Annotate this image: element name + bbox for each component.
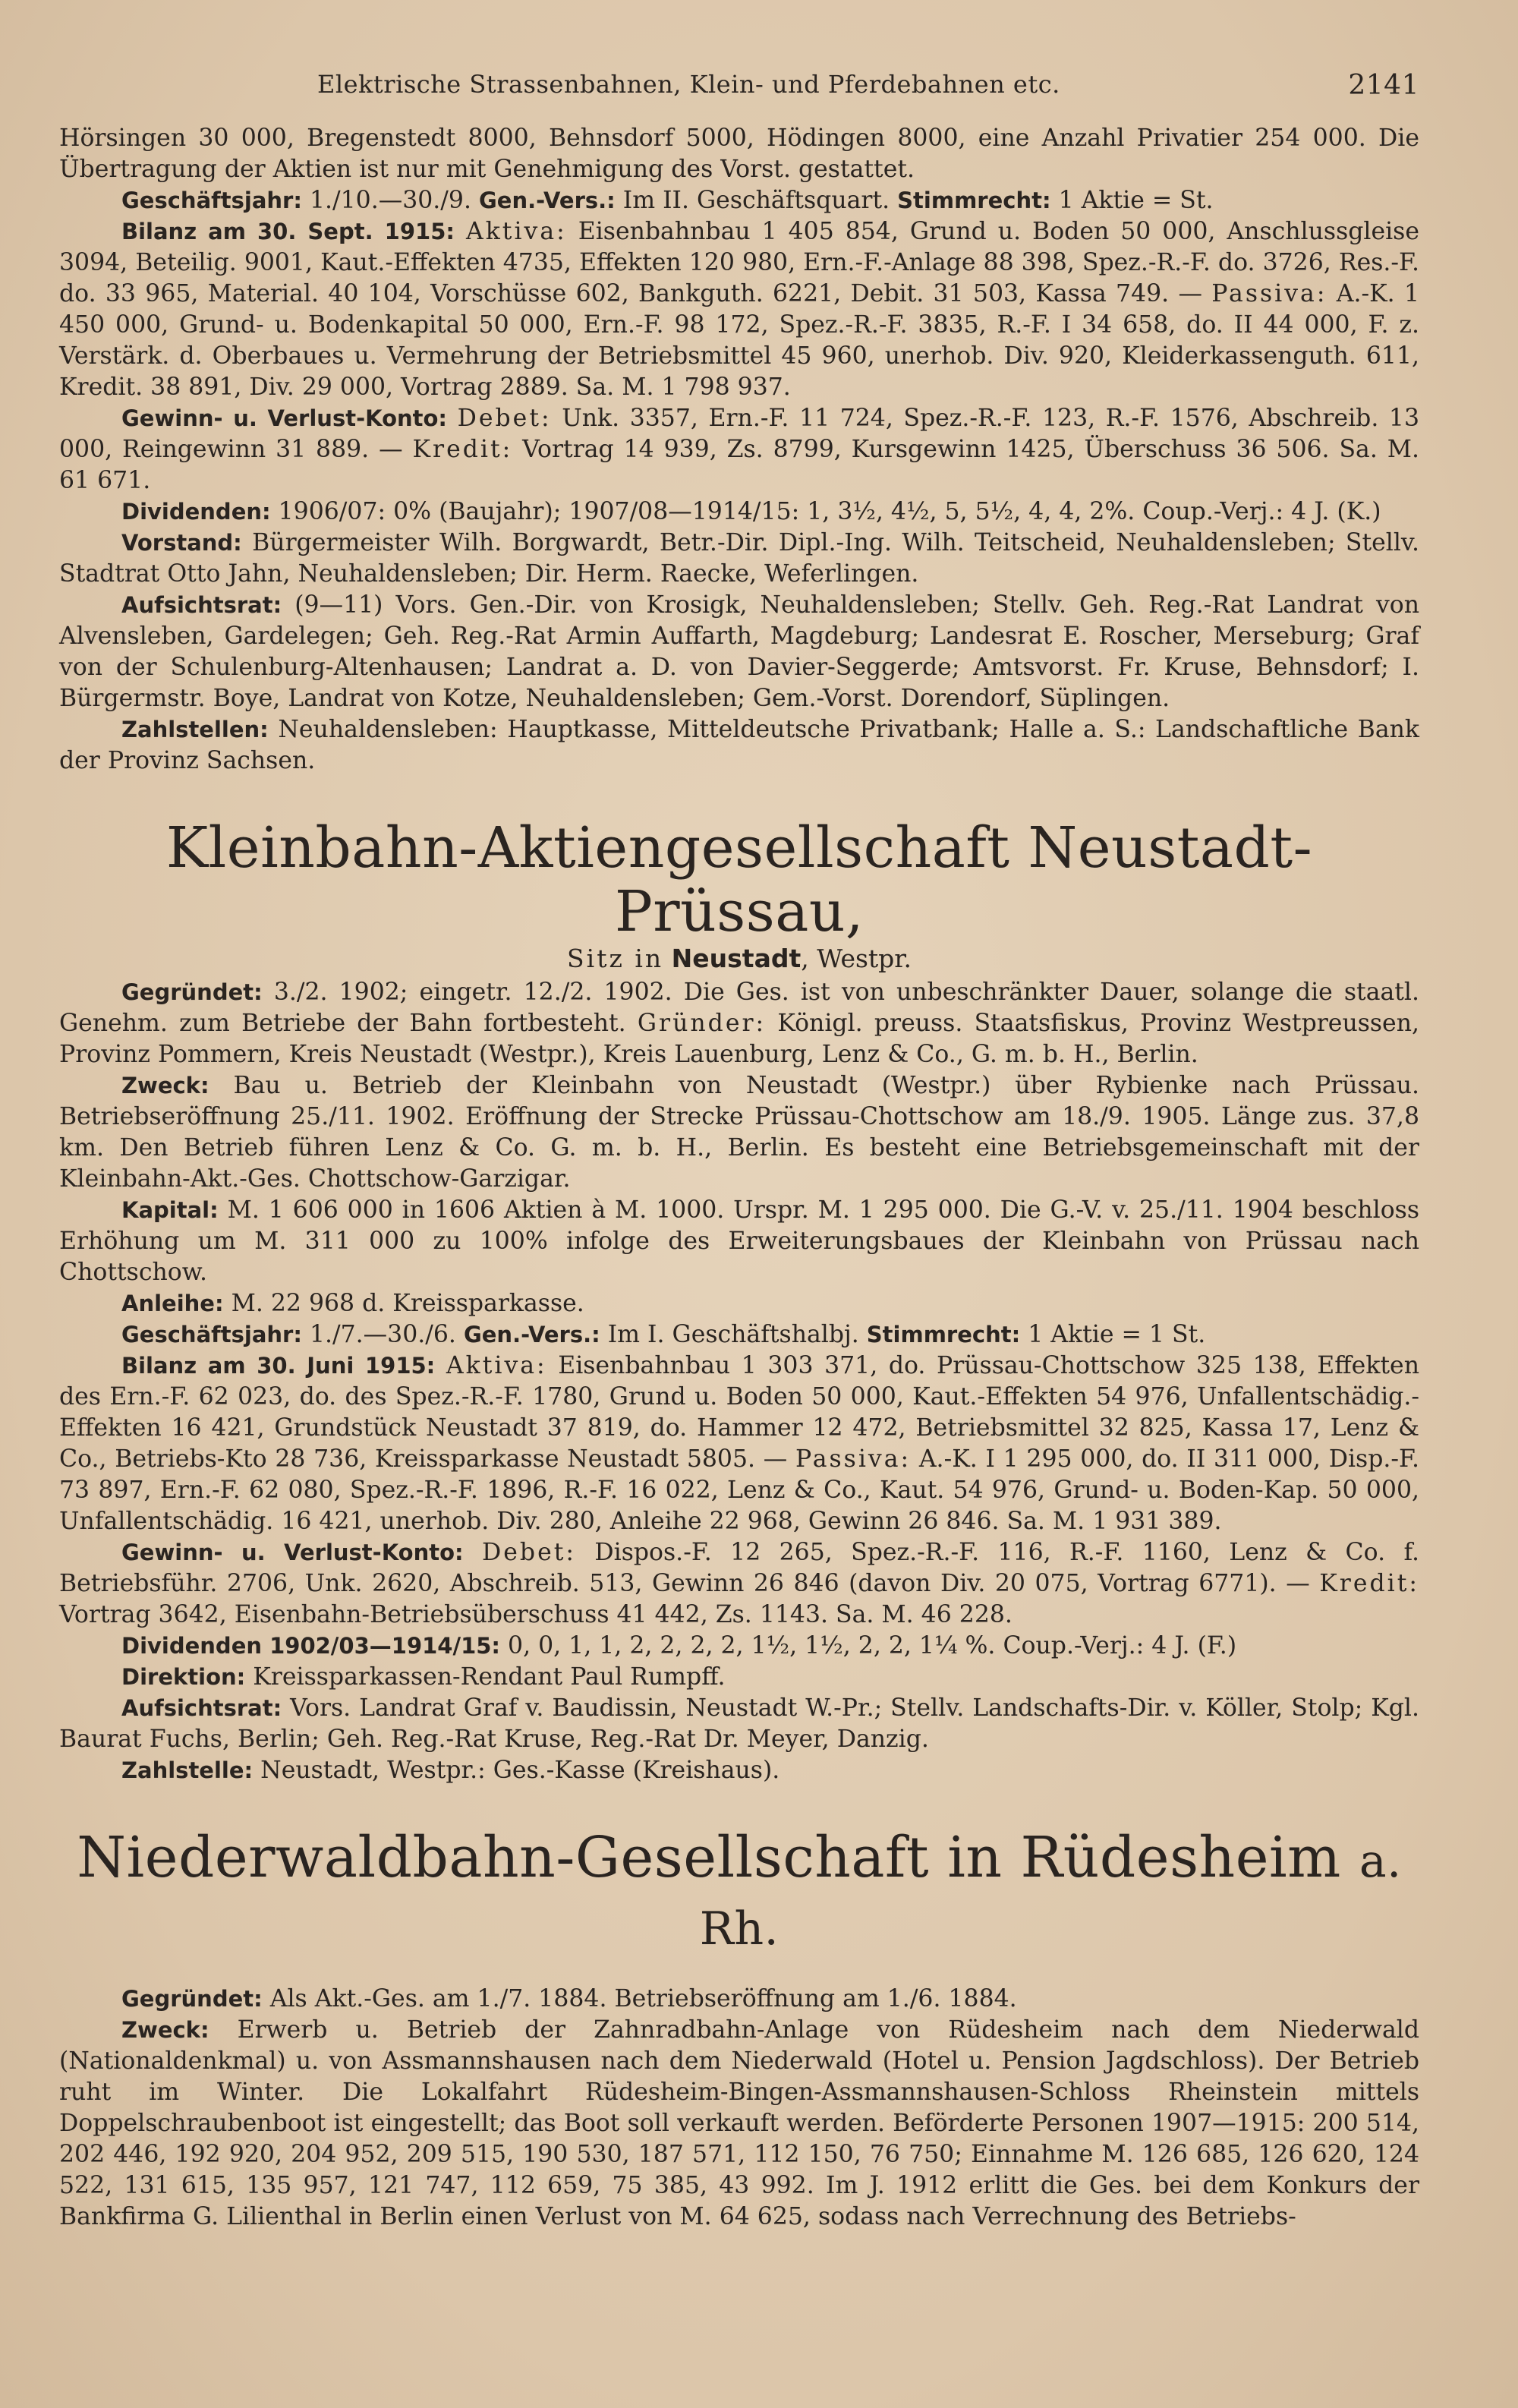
vorstand-paragraph (59, 528, 1419, 590)
zweck-label: Zweck: (121, 1073, 209, 1098)
dividenden-text: 0, 0, 1, 1, 2, 2, 2, 2, 1½, 1½, 2, 2, 1¼ %. Coup.-Verj.: 4 J. (F.) (508, 1632, 1237, 1659)
section-heading: Kleinbahn-Aktiengesellschaft Neustadt-Prüssau, (165, 815, 1313, 944)
dividenden-paragraph (59, 1631, 1419, 1662)
aufsichtsrat-label: Aufsichtsrat: (121, 592, 282, 618)
geschaeftsjahr-paragraph (59, 185, 1419, 216)
direktion-paragraph (59, 1662, 1419, 1693)
zahlstelle-paragraph (59, 1755, 1419, 1786)
passiva-label: Passiva: (1211, 280, 1327, 307)
spacer (59, 1961, 1419, 1984)
aktiva-text: Eisenbahnbau 1 405 854, Grund u. Boden 50 000, Anschlussgleise 3094, Beteilig. 9001, Kaut.-Effekten 4735, Effekten 120 980, Ern.-F.-Anlage 88 398, Spez.-R.-F. do. 3726, Res.-F. do. 33 965, Material. 40 104, Vorschüsse 602, Bankguth. 6221, Debit. 31 503, Kassa 749. — (59, 218, 1419, 307)
passiva-text: A.-K. I 1 295 000, do. II 311 000, Disp.-F. 73 897, Ern.-F. 62 080, Spez.-R.-F. 1896, R.-F. 16 022, Lenz & Co., Kaut. 54 976, Grund- u. Boden-Kap. 50 000, Unfallentschädig. 16 421, unerhob. Div. 280, Anleihe 22 968, Gewinn 26 846. Sa. M. 1 931 389. (59, 1445, 1419, 1535)
gegruendet-paragraph (59, 1984, 1419, 2015)
stimmrecht-label: Stimmrecht: (866, 1322, 1021, 1347)
kredit-text: Vortrag 3642, Eisenbahn-Betriebsüberschuss 41 442, Zs. 1143. Sa. M. 46 228. (59, 1601, 1013, 1628)
gegruendet-text: 3./2. 1902; eingetr. 12./2. 1902. Die Ges. ist von unbeschränkter Dauer, solange die staatl. Genehm. zum Betriebe der Bahn fortbesteht. (59, 979, 1420, 1037)
page-number: 2141 (1348, 70, 1419, 101)
aktiva-label: Aktiva: (446, 1352, 547, 1379)
genvers-text: Im I. Geschäftshalbj. (607, 1321, 859, 1348)
zahlstelle-text: Neustadt, Westpr.: Ges.-Kasse (Kreishaus). (260, 1757, 780, 1784)
aufsichtsrat-paragraph (59, 1693, 1419, 1755)
direktion-label: Direktion: (121, 1664, 246, 1690)
debet-text: Dispos.-F. 12 265, Spez.-R.-F. 116, R.-F. 1160, Lenz & Co. f. Betriebsführ. 2706, Unk. 2620, Abschreib. 513, Gewinn 26 846 (davon Div. 20 075, Vortrag 6771). — (59, 1539, 1420, 1597)
direktion-text: Kreissparkassen-Rendant Paul Rumpff. (253, 1663, 726, 1691)
aufsichtsrat-label: Aufsichtsrat: (121, 1695, 282, 1721)
zahlstellen-label: Zahlstellen: (121, 717, 269, 742)
anleihe-label: Anleihe: (121, 1291, 224, 1316)
sitz-suffix: , Westpr. (801, 944, 912, 973)
sitz-city: Neustadt (671, 944, 802, 973)
gegruendet-label: Gegründet: (121, 979, 263, 1005)
guv-label: Gewinn- u. Verlust-Konto: (121, 1540, 464, 1565)
vorstand-label: Vorstand: (121, 530, 242, 556)
zweck-text: Erwerb u. Betrieb der Zahnradbahn-Anlage von Rüdesheim nach dem Niederwald (Nationaldenkmal) u. von Assmannshausen nach dem Niederwald (Hotel u. Pension Jagdschloss). Der Betrieb ruht im Winter. Die Lokalfahrt Rüdesheim-Bingen-Assmannshausen-Schloss Rheinstein mittels Doppelschraubenboot ist eingestellt; das Boot soll verkauft werden. Beförderte Personen 1907—1915: 200 514, 202 446, 192 920, 204 952, 209 515, 190 530, 187 571, 112 150, 76 750; Einnahme M. 126 685, 126 620, 124 522, 131 615, 135 957, 121 747, 112 659, 75 385, 43 992. Im J. 1912 erlitt die Ges. bei dem Konkurs der Bankfirma G. Lilienthal in Berlin einen Verlust von M. 64 625, sodass nach Verrechnung des Betriebs- (59, 2016, 1420, 2230)
kapital-paragraph (59, 1195, 1419, 1288)
zweck-label: Zweck: (121, 2017, 209, 2043)
aktiva-label: Aktiva: (465, 218, 567, 245)
debet-label: Debet: (482, 1539, 576, 1566)
running-head (59, 70, 1419, 123)
kredit-label: Kredit: (412, 436, 513, 463)
geschaeftsjahr-text: 1./10.—30./9. (309, 187, 471, 214)
zweck-paragraph (59, 1070, 1419, 1195)
dividenden-label: Dividenden 1902/03—1914/15: (121, 1633, 501, 1659)
bilanz-paragraph (59, 216, 1419, 403)
entry-neustadt-pruessau (59, 816, 1419, 1786)
zweck-text: Bau u. Betrieb der Kleinbahn von Neustadt (Westpr.) über Rybienke nach Prüssau. Betriebseröffnung 25./11. 1902. Eröffnung der Strecke Prüssau-Chottschow am 18./9. 1905. Länge zus. 37,8 km. Den Betrieb führen Lenz & Co. G. m. b. H., Berlin. Es besteht eine Betriebsgemeinschaft mit der Kleinbahn-Akt.-Ges. Chottschow-Garzigar. (59, 1072, 1419, 1193)
bilanz-label: Bilanz am 30. Sept. 1915: (121, 219, 455, 244)
gruender-text: Königl. preuss. Staatsfiskus, Provinz Westpreussen, Provinz Pommern, Kreis Neustadt (Westpr.), Kreis Lauenburg, Lenz & Co., G. m. b. H., Berlin. (59, 1010, 1420, 1068)
section-heading-main: Niederwaldbahn-Gesellschaft in Rüdesheim (77, 1825, 1341, 1890)
section-heading-suffix: a. Rh. (699, 1835, 1402, 1956)
stimmrecht-text: 1 Aktie = St. (1058, 187, 1214, 214)
guv-paragraph (59, 1537, 1419, 1631)
bilanz-paragraph (59, 1351, 1419, 1537)
passiva-text: A.-K. 1 450 000, Grund- u. Bodenkapital 50 000, Ern.-F. 98 172, Spez.-R.-F. 3835, R.-F. I 34 658, do. II 44 000, F. z. Verstärk. d. Oberbaues u. Vermehrung der Betriebsmittel 45 960, unerhob. Div. 920, Kleiderkassenguth. 611, Kredit. 38 891, Div. 29 000, Vortrag 2889. Sa. M. 1 798 937. (59, 280, 1420, 401)
dividenden-label: Dividenden: (121, 499, 271, 525)
running-head-title: Elektrische Strassenbahnen, Klein- und Pferdebahnen etc. (317, 70, 1060, 99)
dividenden-text: 1906/07: 0% (Baujahr); 1907/08—1914/15: 1, 3½, 4½, 5, 5½, 4, 4, 2%. Coup.-Verj.: 4 J. (K.) (278, 498, 1381, 525)
anleihe-paragraph (59, 1288, 1419, 1319)
entry-continuation (59, 123, 1419, 777)
geschaeftsjahr-text: 1./7.—30./6. (309, 1321, 456, 1348)
aufsichtsrat-text: (9—11) Vors. Gen.-Dir. von Krosigk, Neuhaldensleben; Stellv. Geh. Reg.-Rat Landrat von Alvensleben, Gardelegen; Geh. Reg.-Rat Armin Auffarth, Magdeburg; Landesrat E. Roscher, Merseburg; Graf von der Schulenburg-Altenhausen; Landrat a. D. von Davier-Seggerde; Amtsvorst. Fr. Kruse, Behnsdorf; I. Bürgermstr. Boye, Landrat von Kotze, Neuhaldensleben; Gem.-Vorst. Dorendorf, Süplingen. (59, 591, 1419, 712)
section-heading (59, 1826, 1419, 1961)
bilanz-label: Bilanz am 30. Juni 1915: (121, 1353, 436, 1379)
stimmrecht-label: Stimmrecht: (897, 188, 1051, 213)
vorstand-text: Bürgermeister Wilh. Borgwardt, Betr.-Dir. Dipl.-Ing. Wilh. Teitscheid, Neuhaldensleben; Stellv. Stadtrat Otto Jahn, Neuhaldensleben; Dir. Herm. Raecke, Weferlingen. (59, 529, 1420, 588)
zahlstellen-paragraph (59, 714, 1419, 777)
debet-label: Debet: (457, 405, 552, 432)
guv-label: Gewinn- u. Verlust-Konto: (121, 405, 448, 431)
zahlstellen-text: Neuhaldensleben: Hauptkasse, Mitteldeutsche Privatbank; Halle a. S.: Landschaftliche Bank der Provinz Sachsen. (59, 716, 1419, 774)
zweck-paragraph (59, 2015, 1419, 2233)
genvers-label: Gen.-Vers.: (463, 1322, 600, 1347)
gegruendet-paragraph (59, 977, 1419, 1070)
guv-paragraph (59, 403, 1419, 496)
anleihe-text: M. 22 968 d. Kreissparkasse. (231, 1290, 584, 1317)
kapital-text: M. 1 606 000 in 1606 Aktien à M. 1000. Urspr. M. 1 295 000. Die G.-V. v. 25./11. 1904 beschloss Erhöhung um M. 311 000 zu 100% infolge des Erweiterungsbaues der Kleinbahn von Prüssau nach Chottschow. (59, 1196, 1420, 1286)
dividenden-paragraph (59, 496, 1419, 528)
aktiva-text: Eisenbahnbau 1 303 371, do. Prüssau-Chottschow 325 138, Effekten des Ern.-F. 62 023, do. des Spez.-R.-F. 1780, Grund u. Boden 50 000, Kaut.-Effekten 54 976, Unfallentschädig.-Effekten 16 421, Grundstück Neustadt 37 819, do. Hammer 12 472, Betriebsmittel 32 825, Kassa 17, Lenz & Co., Betriebs-Kto 28 736, Kreissparkasse Neustadt 5805. — (59, 1352, 1419, 1473)
geschaeftsjahr-paragraph (59, 1319, 1419, 1351)
passiva-label: Passiva: (795, 1445, 912, 1473)
sitz-prefix: Sitz in (567, 944, 664, 973)
aufsichtsrat-paragraph (59, 590, 1419, 714)
kapital-label: Kapital: (121, 1197, 219, 1223)
sitz-line (59, 944, 1419, 974)
gruender-label: Gründer: (637, 1010, 767, 1037)
aufsichtsrat-text: Vors. Landrat Graf v. Baudissin, Neustadt W.-Pr.; Stellv. Landschafts-Dir. v. Köller, Stolp; Kgl. Baurat Fuchs, Berlin; Geh. Reg.-Rat Kruse, Reg.-Rat Dr. Meyer, Danzig. (59, 1694, 1419, 1753)
gegruendet-label: Gegründet: (121, 1986, 263, 2012)
gegruendet-text: Als Akt.-Ges. am 1./7. 1884. Betriebseröffnung am 1./6. 1884. (269, 1985, 1017, 2012)
genvers-label: Gen.-Vers.: (479, 188, 616, 213)
geschaeftsjahr-label: Geschäftsjahr: (121, 188, 302, 213)
debet-text: Unk. 3357, Ern.-F. 11 724, Spez.-R.-F. 123, R.-F. 1576, Abschreib. 13 000, Reingewinn 31 889. — (59, 405, 1420, 463)
genvers-text: Im II. Geschäftsquart. (622, 187, 890, 214)
geschaeftsjahr-label: Geschäftsjahr: (121, 1322, 302, 1347)
entry-niederwaldbahn (59, 1826, 1419, 2233)
intro-paragraph: Hörsingen 30 000, Bregenstedt 8000, Behnsdorf 5000, Hödingen 8000, eine Anzahl Privatier 254 000. Die Übertragung der Aktien ist nur mit Genehmigung des Vorst. gestattet. (59, 124, 1419, 183)
kredit-label: Kredit: (1319, 1570, 1419, 1597)
stimmrecht-text: 1 Aktie = 1 St. (1028, 1321, 1206, 1348)
zahlstelle-label: Zahlstelle: (121, 1757, 254, 1783)
kredit-text: Vortrag 14 939, Zs. 8799, Kursgewinn 1425, Überschuss 36 506. Sa. M. 61 671. (59, 436, 1420, 494)
